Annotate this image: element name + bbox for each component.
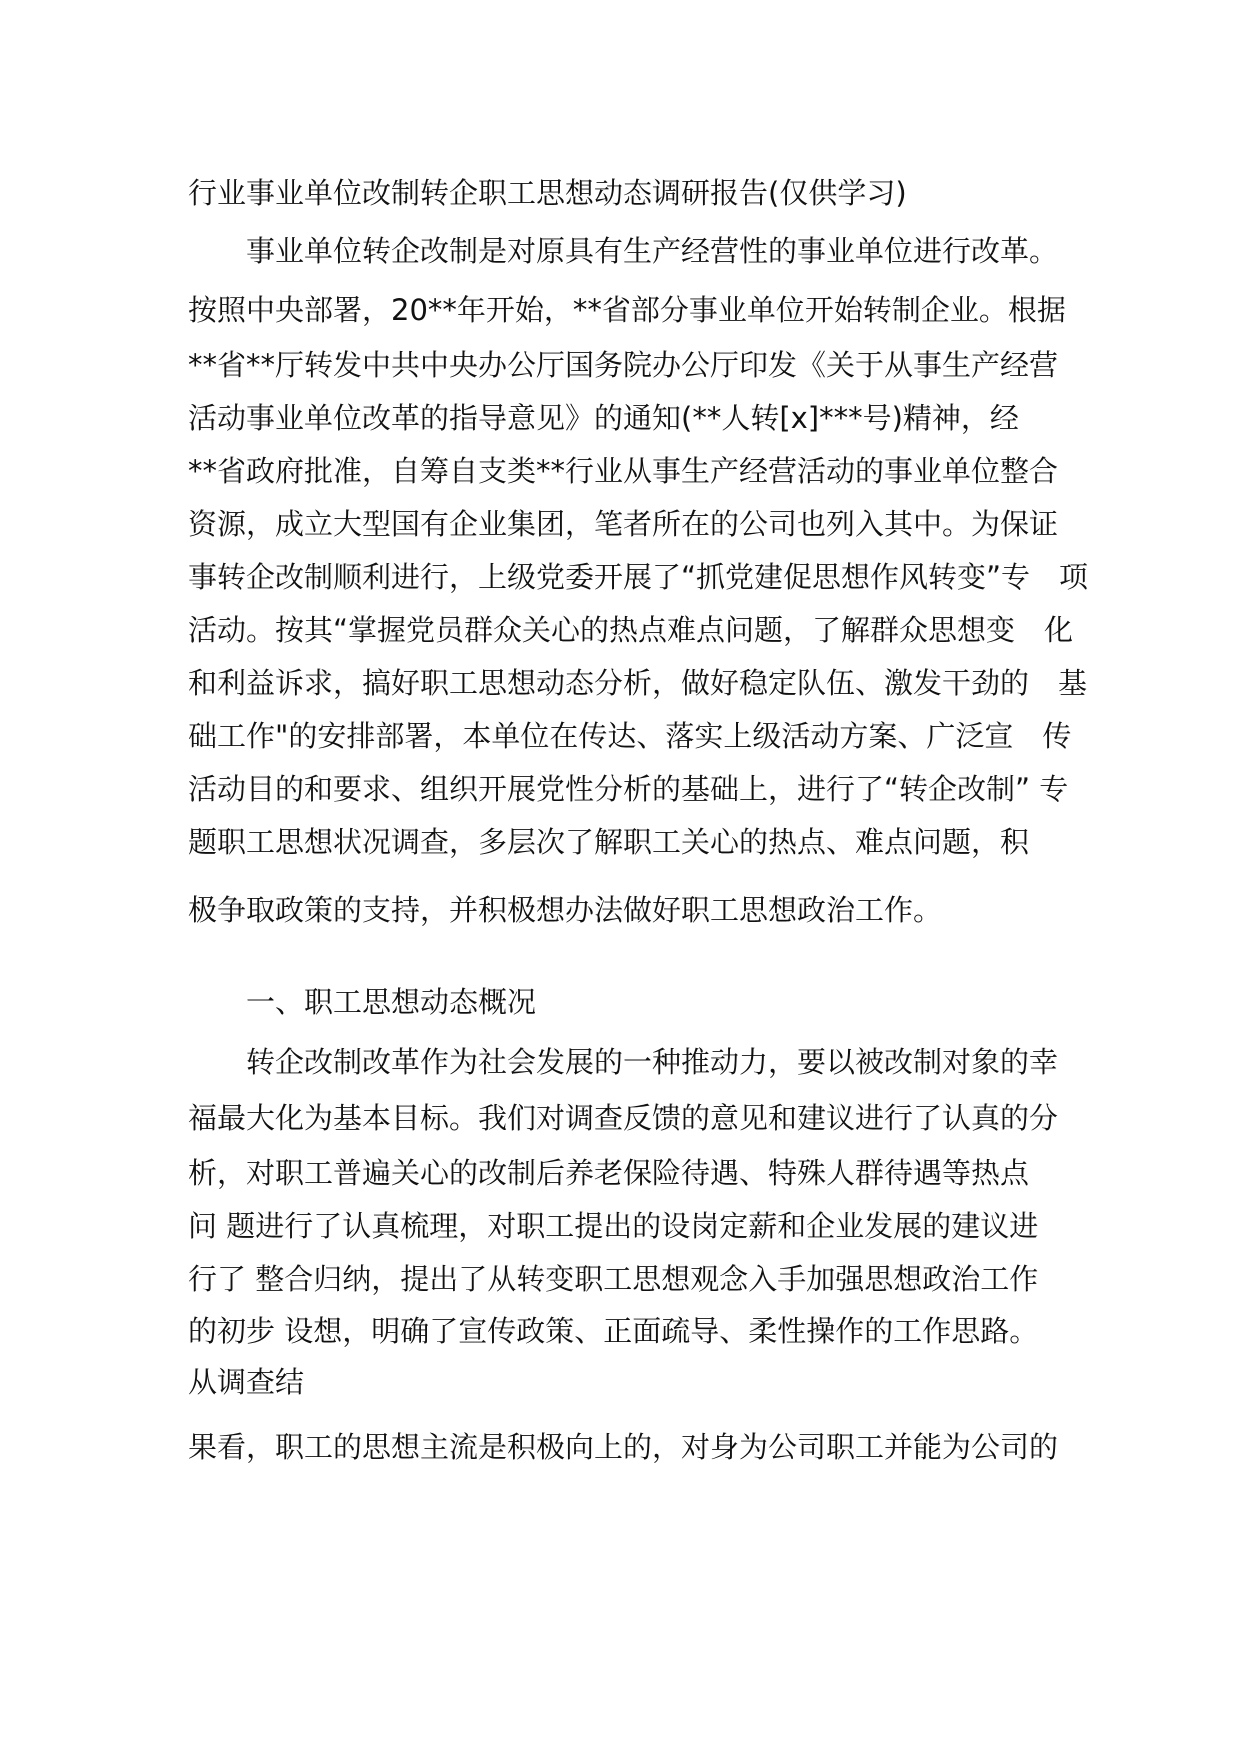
section-line: 福最大化为基本目标。我们对调查反馈的意见和建议进行了认真的分 [188,1101,1059,1135]
intro-line: 极争取政策的支持，并积极想办法做好职工思想政治工作。 [188,893,943,927]
intro-line: 事业单位转企改制是对原具有生产经营性的事业单位进行改革。 [246,234,1059,268]
intro-line: **省政府批准，自筹自支类**行业从事生产经营活动的事业单位整合 [188,454,1059,488]
intro-line: **省**厅转发中共中央办公厅国务院办公厅印发《关于从事生产经营 [188,348,1059,382]
section-line: 行了 整合归纳，提出了从转变职工思想观念入手加强思想政治工作 [188,1262,1039,1296]
section-line: 果看，职工的思想主流是积极向上的，对身为公司职工并能为公司的 [188,1430,1059,1464]
intro-line: 活动目的和要求、组织开展党性分析的基础上，进行了“转企改制” 专 [188,772,1069,806]
intro-line: 事转企改制顺利进行，上级党委开展了“抓党建促思想作风转变”专 项 [188,560,1089,594]
intro-line: 活动事业单位改革的指导意见》的通知(**人转[x]***号)精神，经 [188,401,1019,435]
document-title: 行业事业单位改制转企职工思想动态调研报告(仅供学习) [188,176,907,210]
intro-line: 础工作"的安排部署，本单位在传达、落实上级活动方案、广泛宣 传 [188,719,1072,753]
section-line: 析，对职工普遍关心的改制后养老保险待遇、特殊人群待遇等热点 [188,1156,1030,1190]
section-line: 的初步 设想，明确了宣传政策、正面疏导、柔性操作的工作思路。 [188,1314,1039,1348]
section-line: 问 题进行了认真梳理，对职工提出的设岗定薪和企业发展的建议进 [188,1209,1039,1243]
section-line: 转企改制改革作为社会发展的一种推动力，要以被改制对象的幸 [246,1045,1059,1079]
intro-line: 按照中央部署，20**年开始，**省部分事业单位开始转制企业。根据 [188,293,1066,327]
intro-line: 资源，成立大型国有企业集团，笔者所在的公司也列入其中。为保证 [188,507,1059,541]
section-heading: 一、职工思想动态概况 [246,985,537,1019]
intro-line: 活动。按其“掌握党员群众关心的热点难点问题，了解群众思想变 化 [188,613,1074,647]
intro-line: 和利益诉求，搞好职工思想动态分析，做好稳定队伍、激发干劲的 基 [188,666,1088,700]
section-line: 从调查结 [188,1365,305,1399]
intro-line: 题职工思想状况调查，多层次了解职工关心的热点、难点问题，积 [188,825,1030,859]
